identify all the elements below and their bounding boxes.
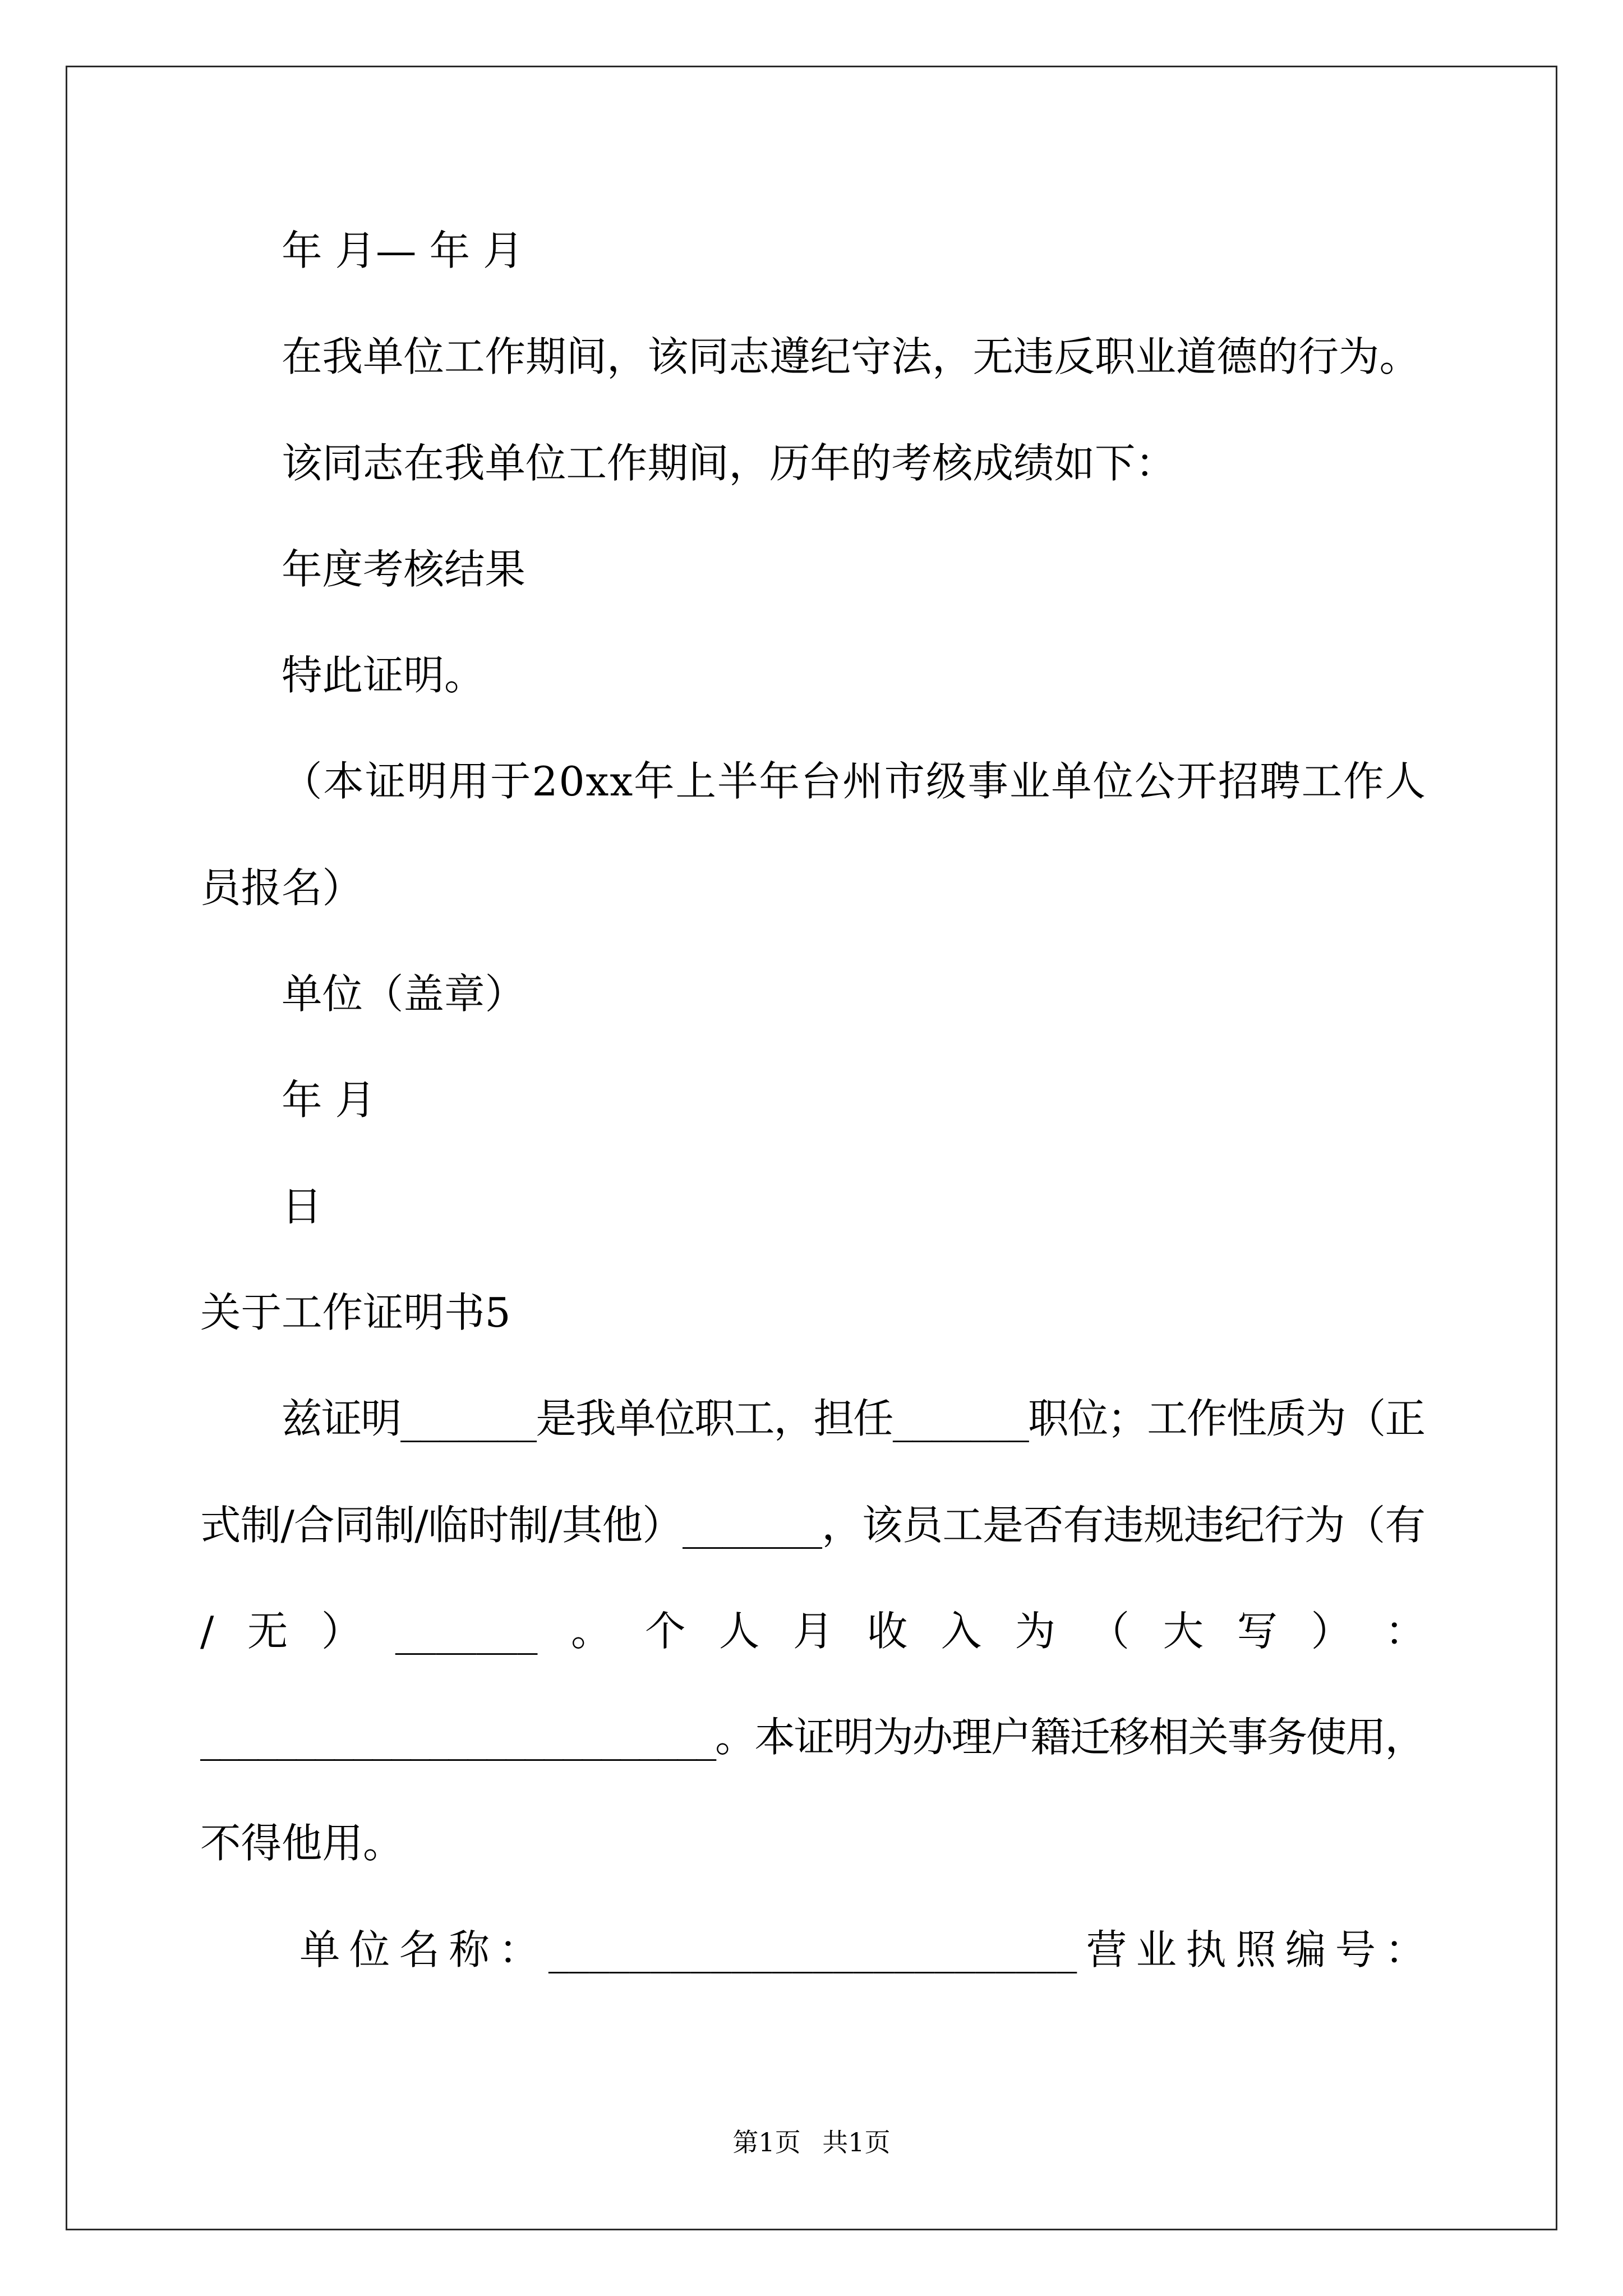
text-char: 名 bbox=[399, 1926, 440, 1974]
certificate-body-line: 兹证明_______是我单位职工，担任_______职位；工作性质为（正 bbox=[282, 1396, 1425, 1443]
text-char: （ bbox=[1089, 1608, 1130, 1655]
date-day: 日 bbox=[282, 1183, 322, 1231]
text-char: 照 bbox=[1235, 1926, 1276, 1974]
assessment-intro: 该同志在我单位工作期间，历年的考核成绩如下： bbox=[282, 440, 1176, 487]
text-char: ） bbox=[1311, 1608, 1352, 1655]
text-char: 入 bbox=[940, 1608, 982, 1655]
closing-statement: 特此证明。 bbox=[282, 652, 485, 700]
certificate-body-line: 式制/合同制/临时制/其他）_______，该员工是否有违规违纪行为（有 bbox=[200, 1502, 1426, 1549]
assessment-header: 年度考核结果 bbox=[282, 546, 525, 593]
text-char: 人 bbox=[718, 1608, 760, 1655]
text-char: ： bbox=[499, 1926, 540, 1974]
text-char: / bbox=[200, 1608, 214, 1655]
conduct-statement: 在我单位工作期间，该同志遵纪守法，无违反职业道德的行为。 bbox=[282, 334, 1420, 381]
date-year-month: 年 月 bbox=[282, 1077, 376, 1125]
text-char: ： bbox=[1385, 1926, 1426, 1974]
employment-period-line: 年 月— 年 月 bbox=[282, 228, 524, 275]
certificate-body-line: 不得他用。 bbox=[200, 1820, 404, 1868]
text-char: 单 bbox=[299, 1926, 340, 1974]
text-char: ： bbox=[1385, 1608, 1426, 1655]
text-char: 位 bbox=[349, 1926, 390, 1974]
text-char: 编 bbox=[1285, 1926, 1326, 1974]
purpose-note-line: 员报名） bbox=[200, 864, 363, 912]
text-char: 。 bbox=[571, 1608, 612, 1655]
text-char: 称 bbox=[449, 1926, 490, 1974]
section-heading: 关于工作证明书5 bbox=[200, 1289, 511, 1337]
text-char: 执 bbox=[1186, 1926, 1227, 1974]
purpose-note-line: （本证明用于20xx年上半年台州市级事业单位公开招聘工作人 bbox=[282, 758, 1427, 806]
certificate-body-line: ___________________________。本证明为办理户籍迁移相关事务使用， bbox=[200, 1714, 1424, 1762]
text-char: 业 bbox=[1136, 1926, 1177, 1974]
text-char: ） bbox=[321, 1608, 362, 1655]
text-char: 为 bbox=[1015, 1608, 1056, 1655]
text-char: 收 bbox=[866, 1608, 908, 1655]
text-char: 大 bbox=[1163, 1608, 1204, 1655]
text-char: 号 bbox=[1335, 1926, 1376, 1974]
certificate-body-line bbox=[200, 1579, 1426, 1685]
signature-line bbox=[200, 1898, 1426, 2004]
text-char: 营 bbox=[1086, 1926, 1127, 1974]
seal-label: 单位（盖章） bbox=[282, 971, 525, 1019]
fill-in-blank: __________________________ bbox=[548, 1926, 1077, 1974]
document-body bbox=[200, 199, 1426, 2004]
text-char: 月 bbox=[792, 1608, 834, 1655]
text-char: 个 bbox=[644, 1608, 686, 1655]
text-char: 写 bbox=[1237, 1608, 1278, 1655]
text-char: 无 bbox=[247, 1608, 288, 1655]
fill-in-blank: _______ bbox=[395, 1608, 538, 1655]
page-number-footer: 第1页 共1页 bbox=[732, 2127, 891, 2157]
